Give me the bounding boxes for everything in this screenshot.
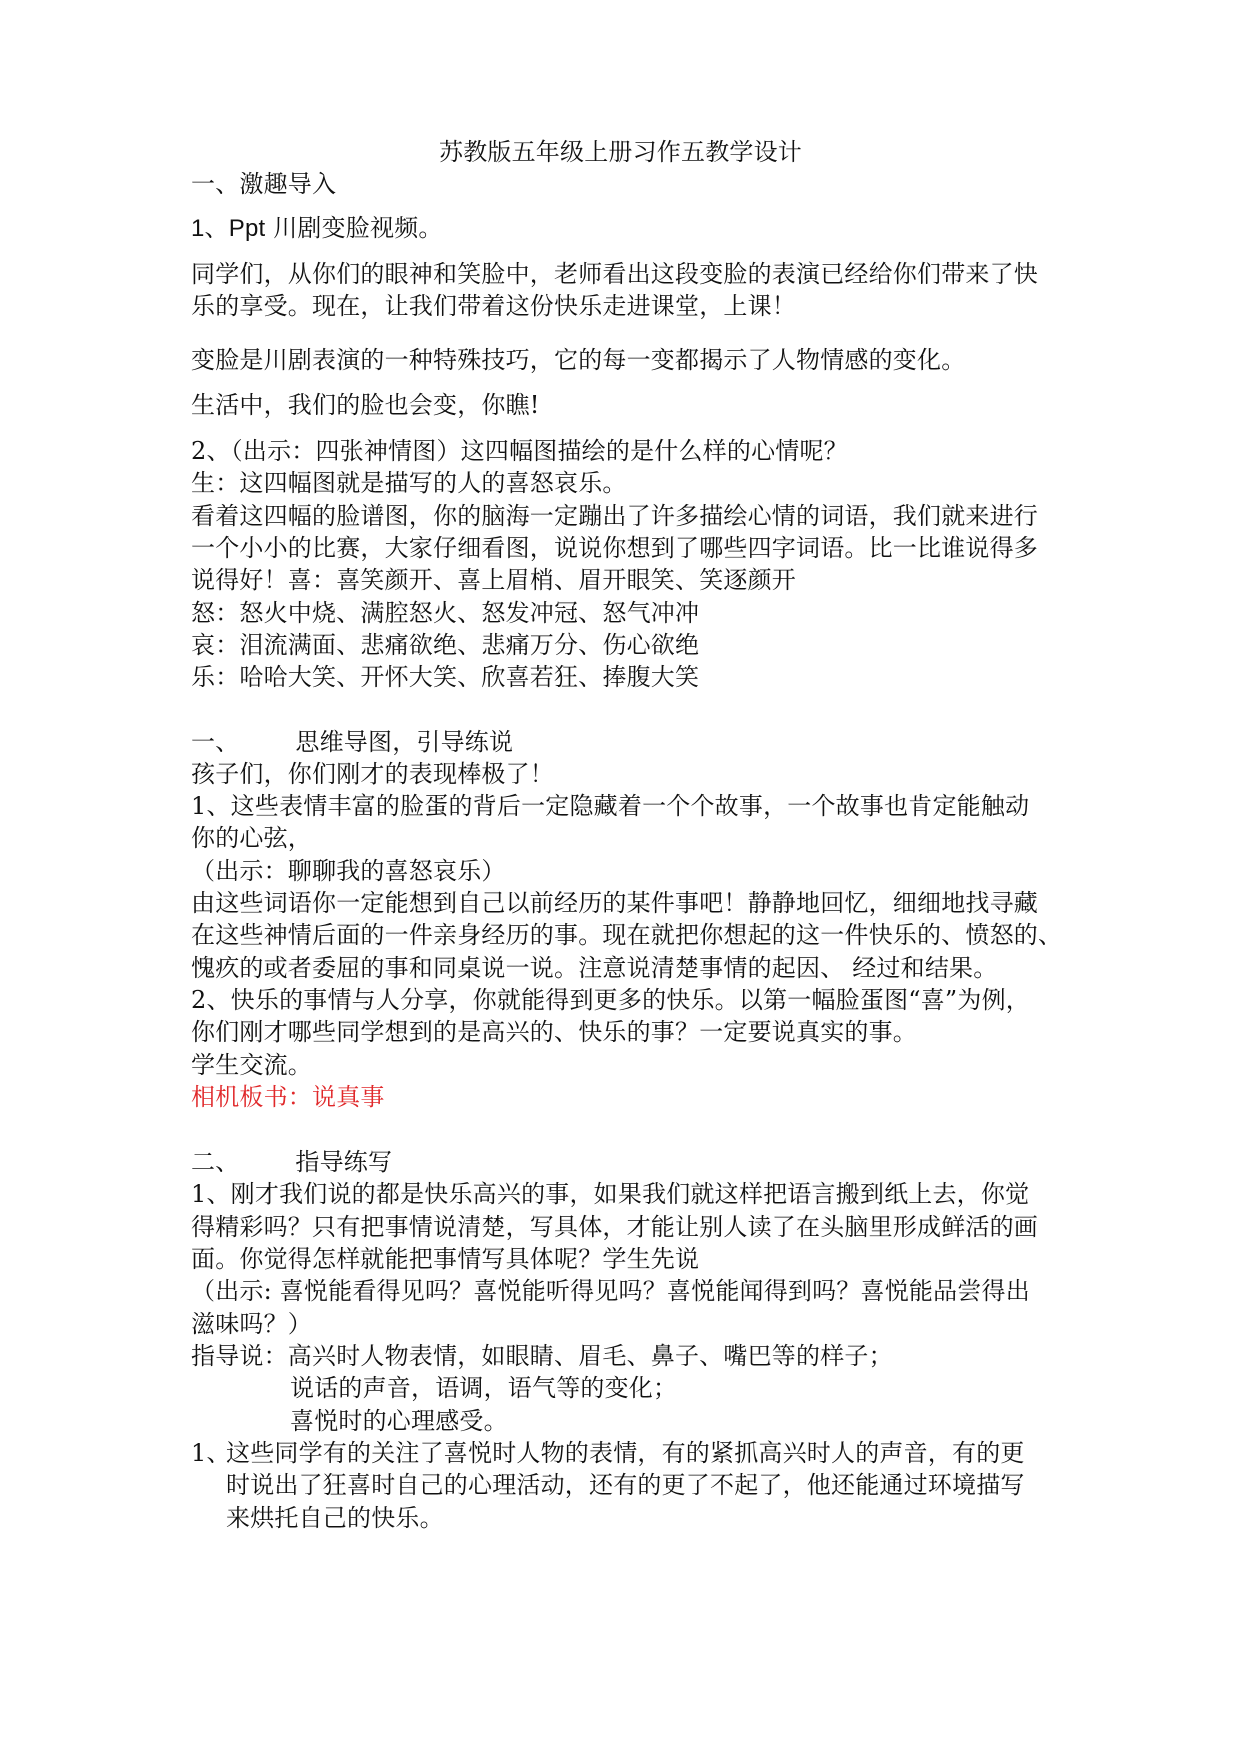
list-item-line: 时说出了狂喜时自己的心理活动，还有的更了不起了，他还能通过环境描写 [226, 1471, 1025, 1499]
guide-line: 说话的声音，语调，语气等的变化； [290, 1374, 678, 1402]
paragraph-line: 你的心弦， [191, 824, 312, 852]
paragraph-line: （出示：聊聊我的喜怒哀乐） [191, 857, 506, 885]
paragraph-line: 滋味吗？） [191, 1310, 312, 1338]
section-heading-1: 一、激趣导入 [191, 170, 337, 198]
section-heading-3-text: 指导练写 [295, 1148, 393, 1176]
guide-line: 指导说：高兴时人物表情，如眼睛、眉毛、鼻子、嘴巴等的样子； [191, 1342, 893, 1370]
list-item-line: 这些同学有的关注了喜悦时人物的表情，有的紧抓高兴时人的声音，有的更 [226, 1439, 1025, 1467]
answer-line: 生：这四幅图就是描写的人的喜怒哀乐。 [191, 469, 627, 497]
paragraph-line: 在这些神情后面的一件亲身经历的事。现在就把你想起的这一件快乐的、愤怒的、 [191, 921, 1063, 949]
section-heading-2-text: 思维导图，引导练说 [295, 728, 514, 756]
paragraph-line: 愧疚的或者委屈的事和同桌说一说。注意说清楚事情的起因、 经过和结果。 [191, 954, 998, 982]
section-heading-3 [191, 1146, 1071, 1178]
paragraph-line: 乐的享受。现在，让我们带着这份快乐走进课堂，上课！ [191, 292, 796, 320]
item-ppt-text: 川剧变脸视频。 [265, 214, 443, 242]
paragraph-line: 2、快乐的事情与人分享，你就能得到更多的快乐。以第一幅脸蛋图“喜”为例， [191, 986, 1031, 1014]
section-heading-2-number: 一、 [191, 728, 240, 756]
paragraph-line: 1、这些表情丰富的脸蛋的背后一定隐藏着一个个故事，一个故事也肯定能触动 [191, 792, 1030, 820]
item-ppt [191, 212, 1071, 245]
section-heading-2 [191, 726, 1071, 758]
document-title: 苏教版五年级上册习作五教学设计 [439, 138, 802, 166]
item-ppt-prefix: 1、Ppt [191, 215, 266, 242]
paragraph-line: 看着这四幅的脸谱图，你的脑海一定蹦出了许多描绘心情的词语，我们就来进行 [191, 502, 1038, 530]
paragraph-line: 由这些词语你一定能想到自己以前经历的某件事吧！静静地回忆，细细地找寻藏 [191, 889, 1038, 917]
list-item-line: 来烘托自己的快乐。 [226, 1504, 444, 1532]
guide-line: 喜悦时的心理感受。 [290, 1407, 508, 1435]
word-list-nu: 怒：怒火中烧、满腔怒火、怒发冲冠、怒气冲冲 [191, 599, 700, 627]
paragraph-line: 1、刚才我们说的都是快乐高兴的事，如果我们就这样把语言搬到纸上去，你觉 [191, 1180, 1030, 1208]
paragraph-line: 变脸是川剧表演的一种特殊技巧，它的每一变都揭示了人物情感的变化。 [191, 346, 966, 374]
paragraph-line: 得精彩吗？只有把事情说清楚，写具体，才能让别人读了在头脑里形成鲜活的画 [191, 1213, 1038, 1241]
paragraph-line: （出示: 喜悦能看得见吗？喜悦能听得见吗？喜悦能闻得到吗？喜悦能品尝得出 [191, 1277, 1030, 1305]
paragraph-line: 一个小小的比赛，大家仔细看图，说说你想到了哪些四字词语。比一比谁说得多 [191, 534, 1038, 562]
word-list-le: 乐：哈哈大笑、开怀大笑、欣喜若狂、捧腹大笑 [191, 663, 700, 691]
list-number: 1、 [191, 1439, 231, 1467]
paragraph-line: 生活中，我们的脸也会变，你瞧! [191, 391, 540, 419]
paragraph-line: 孩子们，你们刚才的表现棒极了！ [191, 760, 554, 788]
section-heading-3-number: 二、 [191, 1148, 240, 1176]
paragraph-line: 说得好！喜：喜笑颜开、喜上眉梢、眉开眼笑、笑逐颜开 [191, 566, 796, 594]
question-line: 2、（出示：四张神情图）这四幅图描绘的是什么样的心情呢？ [191, 437, 848, 465]
board-note: 相机板书：说真事 [191, 1083, 385, 1111]
paragraph-line: 面。你觉得怎样就能把事情写具体呢？学生先说 [191, 1245, 700, 1273]
word-list-ai: 哀：泪流满面、悲痛欲绝、悲痛万分、伤心欲绝 [191, 631, 700, 659]
paragraph-line: 你们刚才哪些同学想到的是高兴的、快乐的事？一定要说真实的事。 [191, 1018, 917, 1046]
paragraph-line: 同学们，从你们的眼神和笑脸中，老师看出这段变脸的表演已经给你们带来了快 [191, 260, 1038, 288]
paragraph-line: 学生交流。 [191, 1051, 312, 1079]
